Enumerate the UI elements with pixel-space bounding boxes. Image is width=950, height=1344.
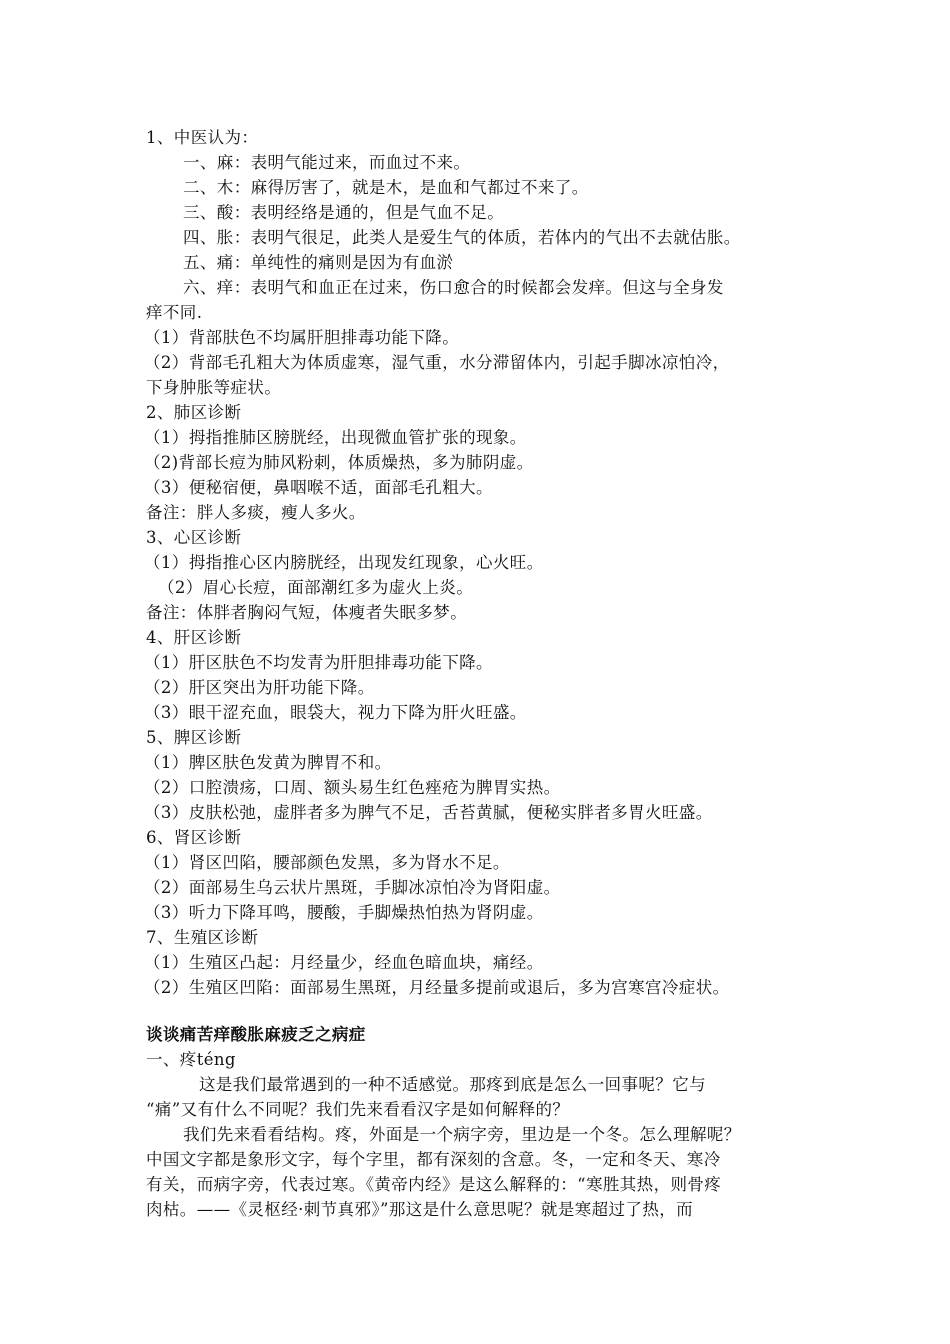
section1-item-4: 四、胀：表明气很足，此类人是爱生气的体质，若体内的气出不去就估胀。 <box>183 228 741 247</box>
article-line-4: 中国文字都是象形文字，每个字里，都有深刻的含意。冬，一定和冬天、寒冷 <box>146 1150 721 1169</box>
section1-note-2: （2）背部毛孔粗大为体质虚寒，湿气重，水分滞留体内，引起手脚冰凉怕冷， <box>144 353 730 372</box>
section3-title: 3、心区诊断 <box>146 528 242 547</box>
section4-item-3: （3）眼干涩充血，眼袋大，视力下降为肝火旺盛。 <box>144 703 527 722</box>
section1-item-6: 六、痒：表明气和血正在过来，伤口愈合的时候都会发痒。但这与全身发 <box>183 278 724 297</box>
section5-item-1: （1）脾区肤色发黄为脾胃不和。 <box>144 753 392 772</box>
section1-item-2: 二、木：麻得厉害了，就是木，是血和气都过不来了。 <box>183 178 589 197</box>
section5-title: 5、脾区诊断 <box>146 728 242 747</box>
article-line-1: 这是我们最常遇到的一种不适感觉。那疼到底是怎么一回事呢？它与 <box>199 1075 706 1094</box>
section3-remark: 备注：体胖者胸闷气短，体瘦者失眠多梦。 <box>146 603 468 622</box>
article-line-3: 我们先来看看结构。疼，外面是一个病字旁，里边是一个冬。怎么理解呢？ <box>183 1125 741 1144</box>
section2-item-1: （1）拇指推肺区膀胱经，出现微血管扩张的现象。 <box>144 428 527 447</box>
section5-item-3: （3）皮肤松弛，虚胖者多为脾气不足，舌苔黄腻，便秘实胖者多胃火旺盛。 <box>144 803 713 822</box>
section7-item-2: （2）生殖区凹陷：面部易生黑斑，月经量多提前或退后，多为宫寒宫冷症状。 <box>144 978 730 997</box>
section1-note-1: （1）背部肤色不均属肝胆排毒功能下降。 <box>144 328 460 347</box>
section2-item-3: （3）便秘宿便，鼻咽喉不适，面部毛孔粗大。 <box>144 478 493 497</box>
section1-continuation: 痒不同. <box>146 303 203 322</box>
section6-item-1: （1）肾区凹陷，腰部颜色发黑，多为肾水不足。 <box>144 853 510 872</box>
section2-item-2: （2)背部长痘为肺风粉刺，体质燥热，多为肺阴虚。 <box>144 453 534 472</box>
section4-item-2: （2）肝区突出为肝功能下降。 <box>144 678 375 697</box>
article-subheading: 一、疼téng <box>146 1050 236 1069</box>
section4-title: 4、肝区诊断 <box>146 628 242 647</box>
section4-item-1: （1）肝区肤色不均发青为肝胆排毒功能下降。 <box>144 653 493 672</box>
section2-title: 2、肺区诊断 <box>146 403 242 422</box>
section1-title: 1、中医认为： <box>146 128 259 147</box>
section3-item-1: （1）拇指推心区内膀胱经，出现发红现象，心火旺。 <box>144 553 544 572</box>
section1-item-5: 五、痛：单纯性的痛则是因为有血淤 <box>183 253 454 272</box>
section1-item-1: 一、麻：表明气能过来，而血过不来。 <box>183 153 471 172</box>
section6-title: 6、肾区诊断 <box>146 828 242 847</box>
section1-note-3: 下身肿胀等症状。 <box>146 378 282 397</box>
section6-item-3: （3）听力下降耳鸣，腰酸，手脚燥热怕热为肾阴虚。 <box>144 903 544 922</box>
section7-item-1: （1）生殖区凸起：月经量少，经血色暗血块，痛经。 <box>144 953 544 972</box>
section2-remark: 备注：胖人多痰，瘦人多火。 <box>146 503 366 522</box>
section3-item-2: （2）眉心长痘，面部潮红多为虚火上炎。 <box>158 578 474 597</box>
article-line-2: “痛”又有什么不同呢？我们先来看看汉字是如何解释的？ <box>146 1100 570 1119</box>
article-line-5: 有关，而病字旁，代表过寒。《黄帝内经》是这么解释的：“寒胜其热，则骨疼 <box>146 1175 722 1194</box>
section6-item-2: （2）面部易生乌云状片黑斑，手脚冰凉怕冷为肾阳虚。 <box>144 878 561 897</box>
article-line-6: 肉枯。——《灵枢经·刺节真邪》”那这是什么意思呢？就是寒超过了热，而 <box>146 1200 694 1219</box>
section1-item-3: 三、酸：表明经络是通的，但是气血不足。 <box>183 203 505 222</box>
section7-title: 7、生殖区诊断 <box>146 928 259 947</box>
section5-item-2: （2）口腔溃疡，口周、额头易生红色痤疮为脾胃实热。 <box>144 778 561 797</box>
article-heading: 谈谈痛苦痒酸胀麻疲乏之病症 <box>146 1025 366 1044</box>
